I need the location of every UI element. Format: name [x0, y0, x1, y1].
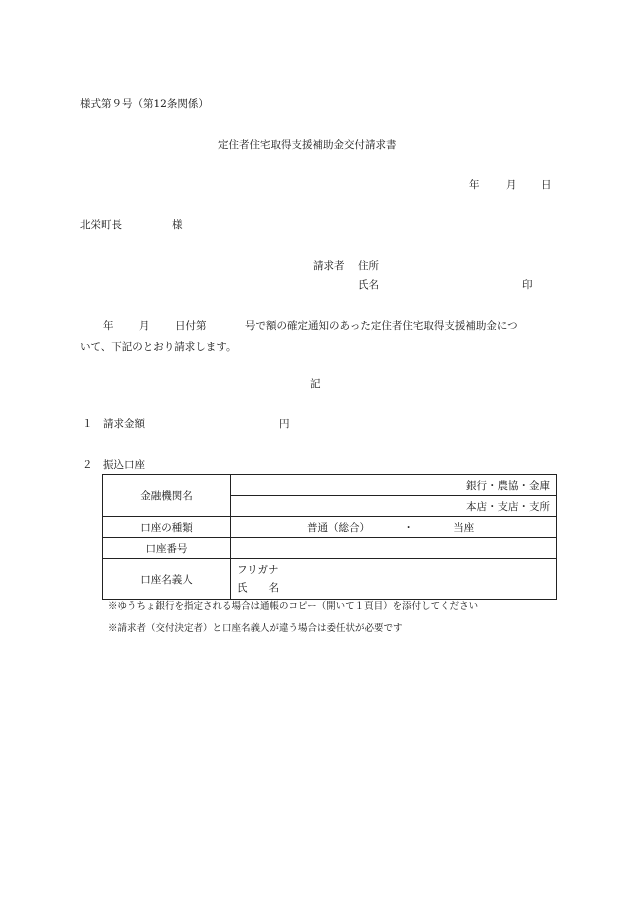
holder-label: 口座名義人 — [140, 573, 193, 586]
account-type-current[interactable]: 当座 — [453, 521, 475, 534]
applicant-label: 請求者 — [313, 260, 345, 272]
applicant-address-label: 住所 — [358, 260, 379, 272]
applicant-name-label: 氏名 — [358, 279, 379, 291]
holder-name-label: 氏 名 — [237, 582, 279, 594]
branch-type-options: 本店・支店・支所 — [466, 500, 550, 513]
branch-type-cell[interactable] — [231, 496, 557, 517]
body-line2: いて、下記のとおり請求します。 — [80, 341, 237, 353]
institution-label: 金融機関名 — [140, 490, 193, 502]
furigana-label: フリガナ — [237, 564, 279, 576]
ki-heading: 記 — [310, 378, 321, 390]
account-number-field[interactable] — [231, 538, 557, 559]
account-number-label-cell — [103, 538, 231, 559]
account-number-label: 口座番号 — [145, 542, 188, 555]
body-month-label: 月 — [139, 320, 150, 332]
note-2: ※請求者（交付決定者）と口座名義人が違う場合は委任状が必要です — [108, 623, 403, 634]
holder-field[interactable] — [231, 559, 557, 600]
body-line1-rest: 号で額の確定通知のあった定住者住宅取得支援補助金につ — [245, 320, 518, 332]
item1-number: １ — [82, 418, 93, 430]
note-1: ※ゆうちょ銀行を指定される場合は通帳のコピー（開いて１頁目）を添付してください — [108, 601, 479, 612]
item1-label: 請求金額 — [103, 418, 145, 430]
date-year-label: 年 — [469, 179, 480, 191]
addressee-name: 北栄町長 — [80, 219, 122, 231]
account-type-cell[interactable] — [231, 517, 557, 538]
account-type-separator: ・ — [403, 521, 414, 534]
date-month-label: 月 — [506, 179, 517, 191]
body-dated-label: 日付第 — [175, 320, 207, 332]
addressee-honorific: 様 — [172, 219, 183, 231]
document-title: 定住者住宅取得支援補助金交付請求書 — [218, 139, 397, 151]
account-type-label: 口座の種類 — [140, 521, 193, 534]
item1-unit: 円 — [279, 418, 290, 430]
account-type-ordinary[interactable]: 普通（総合） — [307, 521, 370, 534]
institution-type-cell[interactable] — [231, 475, 557, 496]
form-number: 様式第９号（第12条関係） — [80, 98, 209, 110]
account-type-label-cell — [103, 517, 231, 538]
item2-number: ２ — [82, 459, 93, 471]
body-year-label: 年 — [103, 320, 114, 332]
seal-mark: 印 — [522, 279, 533, 291]
date-day-label: 日 — [541, 179, 552, 191]
institution-label-cell — [103, 475, 231, 517]
holder-label-cell — [103, 559, 231, 600]
item2-label: 振込口座 — [103, 459, 145, 471]
bank-account-table — [102, 474, 557, 600]
institution-type-options: 銀行・農協・金庫 — [466, 479, 550, 492]
